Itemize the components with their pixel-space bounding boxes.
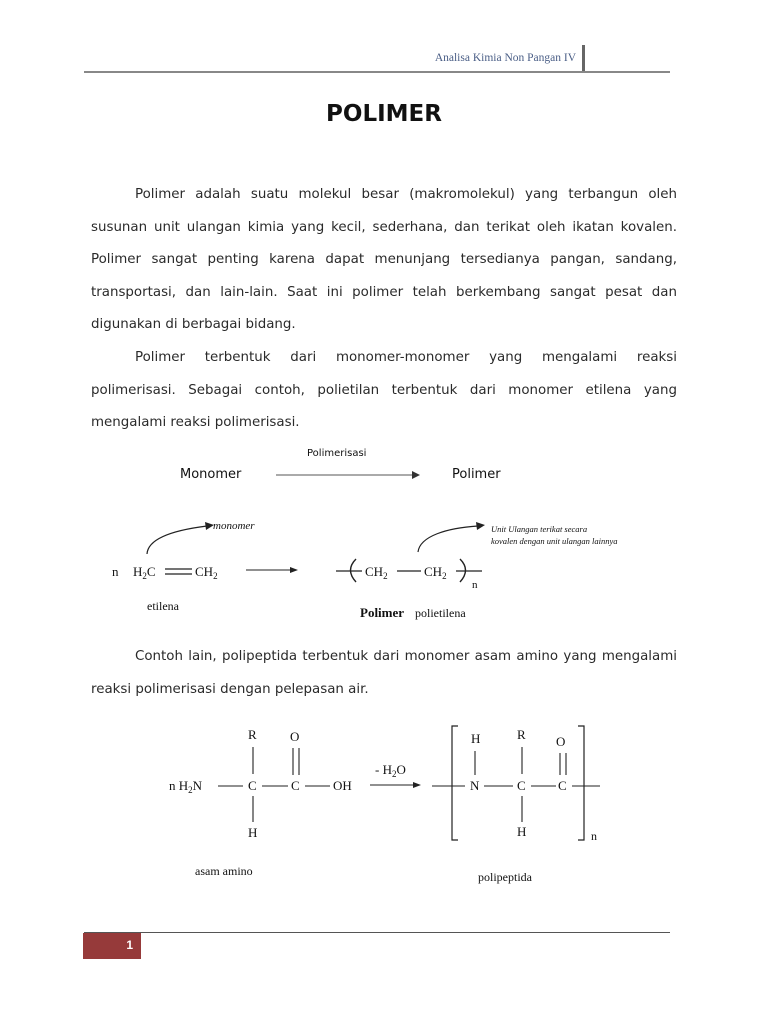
n-coefficient: n	[112, 564, 119, 579]
h-atom: H	[248, 825, 258, 840]
ch2-unit-1: $CH_2$	[365, 564, 388, 581]
footer-rule	[84, 932, 670, 933]
header-title: Analisa Kimia Non Pangan IV	[434, 52, 576, 64]
paragraph-3	[91, 641, 677, 706]
alpha-carbon-2: C	[517, 778, 526, 793]
n-subscript-2: n	[591, 829, 597, 843]
oxygen-atom-2: O	[556, 734, 566, 749]
h2c-text: $H_2C$	[133, 564, 156, 581]
paragraph-line: mengalami reaksi polimerisasi.	[91, 415, 300, 431]
polipeptida-label: polipeptida	[478, 870, 532, 884]
carbonyl-carbon-2: C	[558, 778, 567, 793]
etilena-label: etilena	[147, 599, 179, 613]
page-number-box	[83, 933, 141, 959]
paragraph-line: digunakan di berbagai bidang.	[91, 317, 296, 333]
curved-arrow-note	[418, 526, 478, 552]
page-number: 1	[126, 938, 133, 952]
polimer-bold-label: Polimer	[360, 605, 405, 620]
header-divider	[582, 45, 585, 71]
asam-amino-label: asam amino	[195, 864, 253, 878]
r-group-2: R	[517, 727, 526, 742]
header-rule	[84, 71, 670, 73]
paragraph-line: Polimer terbentuk dari monomer-monomer yang mengalami reaksi	[135, 350, 677, 365]
page-title: POLIMER	[326, 101, 442, 127]
reaction-arrowhead-3	[413, 782, 421, 788]
monomer-label: Monomer	[180, 467, 242, 482]
scheme-polypeptide	[0, 718, 768, 898]
paragraph-1	[91, 179, 677, 342]
n-subscript: n	[472, 579, 478, 591]
r-group: R	[248, 727, 257, 742]
alpha-carbon: C	[248, 778, 257, 793]
curved-arrow-monomer	[147, 526, 207, 554]
note-line-2: kovalen dengan unit ulangan lainnya	[491, 536, 618, 546]
reaction-arrowhead	[412, 471, 420, 479]
reaction-arrowhead-2	[290, 567, 298, 573]
paragraph-line: polimerisasi. Sebagai contoh, polietilan terbentuk dari monomer etilena yang	[91, 382, 677, 398]
paragraph-line: susunan unit ulangan kimia yang kecil, sederhana, dan terikat oleh ikatan kovalen.	[91, 219, 677, 235]
h-on-n: H	[471, 731, 481, 746]
carbonyl-carbon: C	[291, 778, 300, 793]
polietilena-label: polietilena	[415, 606, 466, 620]
scheme-polyethylene	[0, 510, 768, 625]
monomer-italic-label: monomer	[213, 520, 255, 532]
n-atom: N	[470, 778, 480, 793]
paragraph-line: reaksi polimerisasi dengan pelepasan air.	[91, 681, 369, 697]
left-bracket	[452, 726, 458, 840]
scheme-monomer-polimer	[0, 440, 768, 500]
right-bracket	[578, 726, 584, 840]
paragraph-2	[91, 342, 677, 440]
paragraph-line: transportasi, dan lain-lain. Saat ini polimer telah berkembang sangat pesat dan	[91, 284, 677, 300]
paragraph-line: Polimer sangat penting karena dapat menunjang tersedianya pangan, sandang,	[91, 252, 677, 268]
nh2n-text: n $H_2N$	[169, 778, 203, 795]
oxygen-atom: O	[290, 729, 300, 744]
minus-h2o: - $H_2O$	[375, 762, 406, 779]
paragraph-line: Contoh lain, polipeptida terbentuk dari monomer asam amino yang mengalami	[135, 649, 677, 664]
curved-arrowhead-note	[476, 522, 485, 530]
ch2-text: $CH_2$	[195, 564, 218, 581]
ch2-unit-2: $CH_2$	[424, 564, 447, 581]
paragraph-line: Polimer adalah suatu molekul besar (makromolekul) yang terbangun oleh	[135, 187, 677, 202]
h-atom-2: H	[517, 824, 527, 839]
note-line-1: Unit Ulangan terikat secara	[491, 524, 588, 534]
arrow-label: Polimerisasi	[307, 448, 367, 459]
oh-group: OH	[333, 778, 352, 793]
polimer-label: Polimer	[452, 467, 501, 482]
